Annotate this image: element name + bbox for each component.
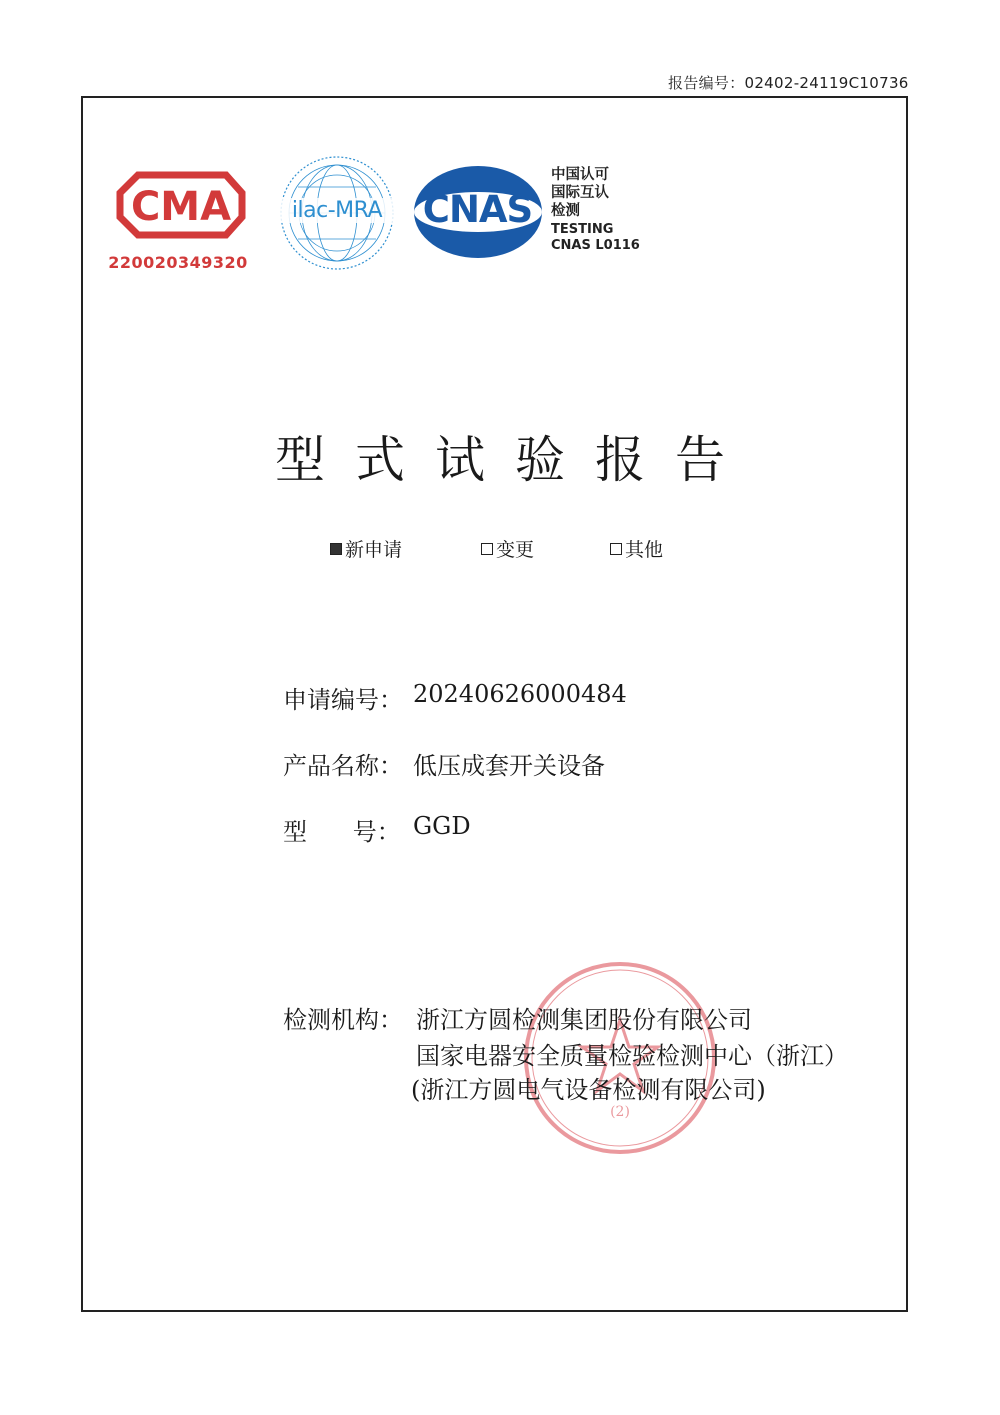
- checkbox-checked-icon[interactable]: [330, 543, 342, 555]
- cnas-line-5: CNAS L0116: [551, 238, 640, 253]
- cnas-line-2: 国际互认: [551, 185, 609, 201]
- application-number-label: 申请编号：: [283, 686, 403, 714]
- cnas-logo: [410, 162, 660, 262]
- cnas-accreditation-text: [551, 166, 640, 254]
- organization-line-1: 浙江方圆检测集团股份有限公司: [416, 1006, 752, 1034]
- report-number: 报告编号：02402-24119C10736: [668, 74, 909, 92]
- ilac-mra-text: ilac-MRA: [278, 198, 396, 223]
- option-change[interactable]: [481, 535, 534, 562]
- option-other[interactable]: [610, 535, 663, 562]
- model-row: [283, 812, 471, 847]
- cma-number: 220020349320: [108, 253, 248, 272]
- cnas-line-1: 中国认可: [551, 167, 609, 183]
- option-label: 新申请: [345, 539, 403, 561]
- model-label: 型 号：: [283, 818, 401, 846]
- document-title: 型式试验报告: [275, 431, 755, 489]
- organization-line-2: 国家电器安全质量检验检测中心（浙江）: [416, 1042, 848, 1070]
- option-label: 变更: [496, 539, 535, 561]
- svg-text:(2): (2): [610, 1104, 630, 1120]
- application-number-value: 20240626000484: [413, 680, 627, 708]
- cnas-line-3: 检测: [551, 203, 580, 219]
- organization-label: 检测机构：: [283, 1006, 403, 1034]
- product-name-value: 低压成套开关设备: [413, 752, 605, 780]
- option-label: 其他: [625, 539, 664, 561]
- cma-mark-icon: [108, 165, 248, 245]
- cnas-mark-text: CNAS: [422, 188, 533, 231]
- cma-logo: [108, 165, 248, 275]
- model-value: GGD: [413, 812, 471, 840]
- organization-line-3: (浙江方圆电气设备检测有限公司): [411, 1076, 766, 1104]
- ilac-mra-logo: [278, 152, 396, 274]
- checkbox-empty-icon[interactable]: [610, 543, 622, 555]
- product-name-row: [283, 746, 605, 781]
- option-new-application[interactable]: [330, 535, 402, 562]
- cnas-line-4: TESTING: [551, 222, 614, 237]
- product-name-label: 产品名称：: [283, 752, 403, 780]
- checkbox-empty-icon[interactable]: [481, 543, 493, 555]
- application-number-row: [283, 680, 627, 715]
- cma-mark-text: CMA: [130, 184, 232, 230]
